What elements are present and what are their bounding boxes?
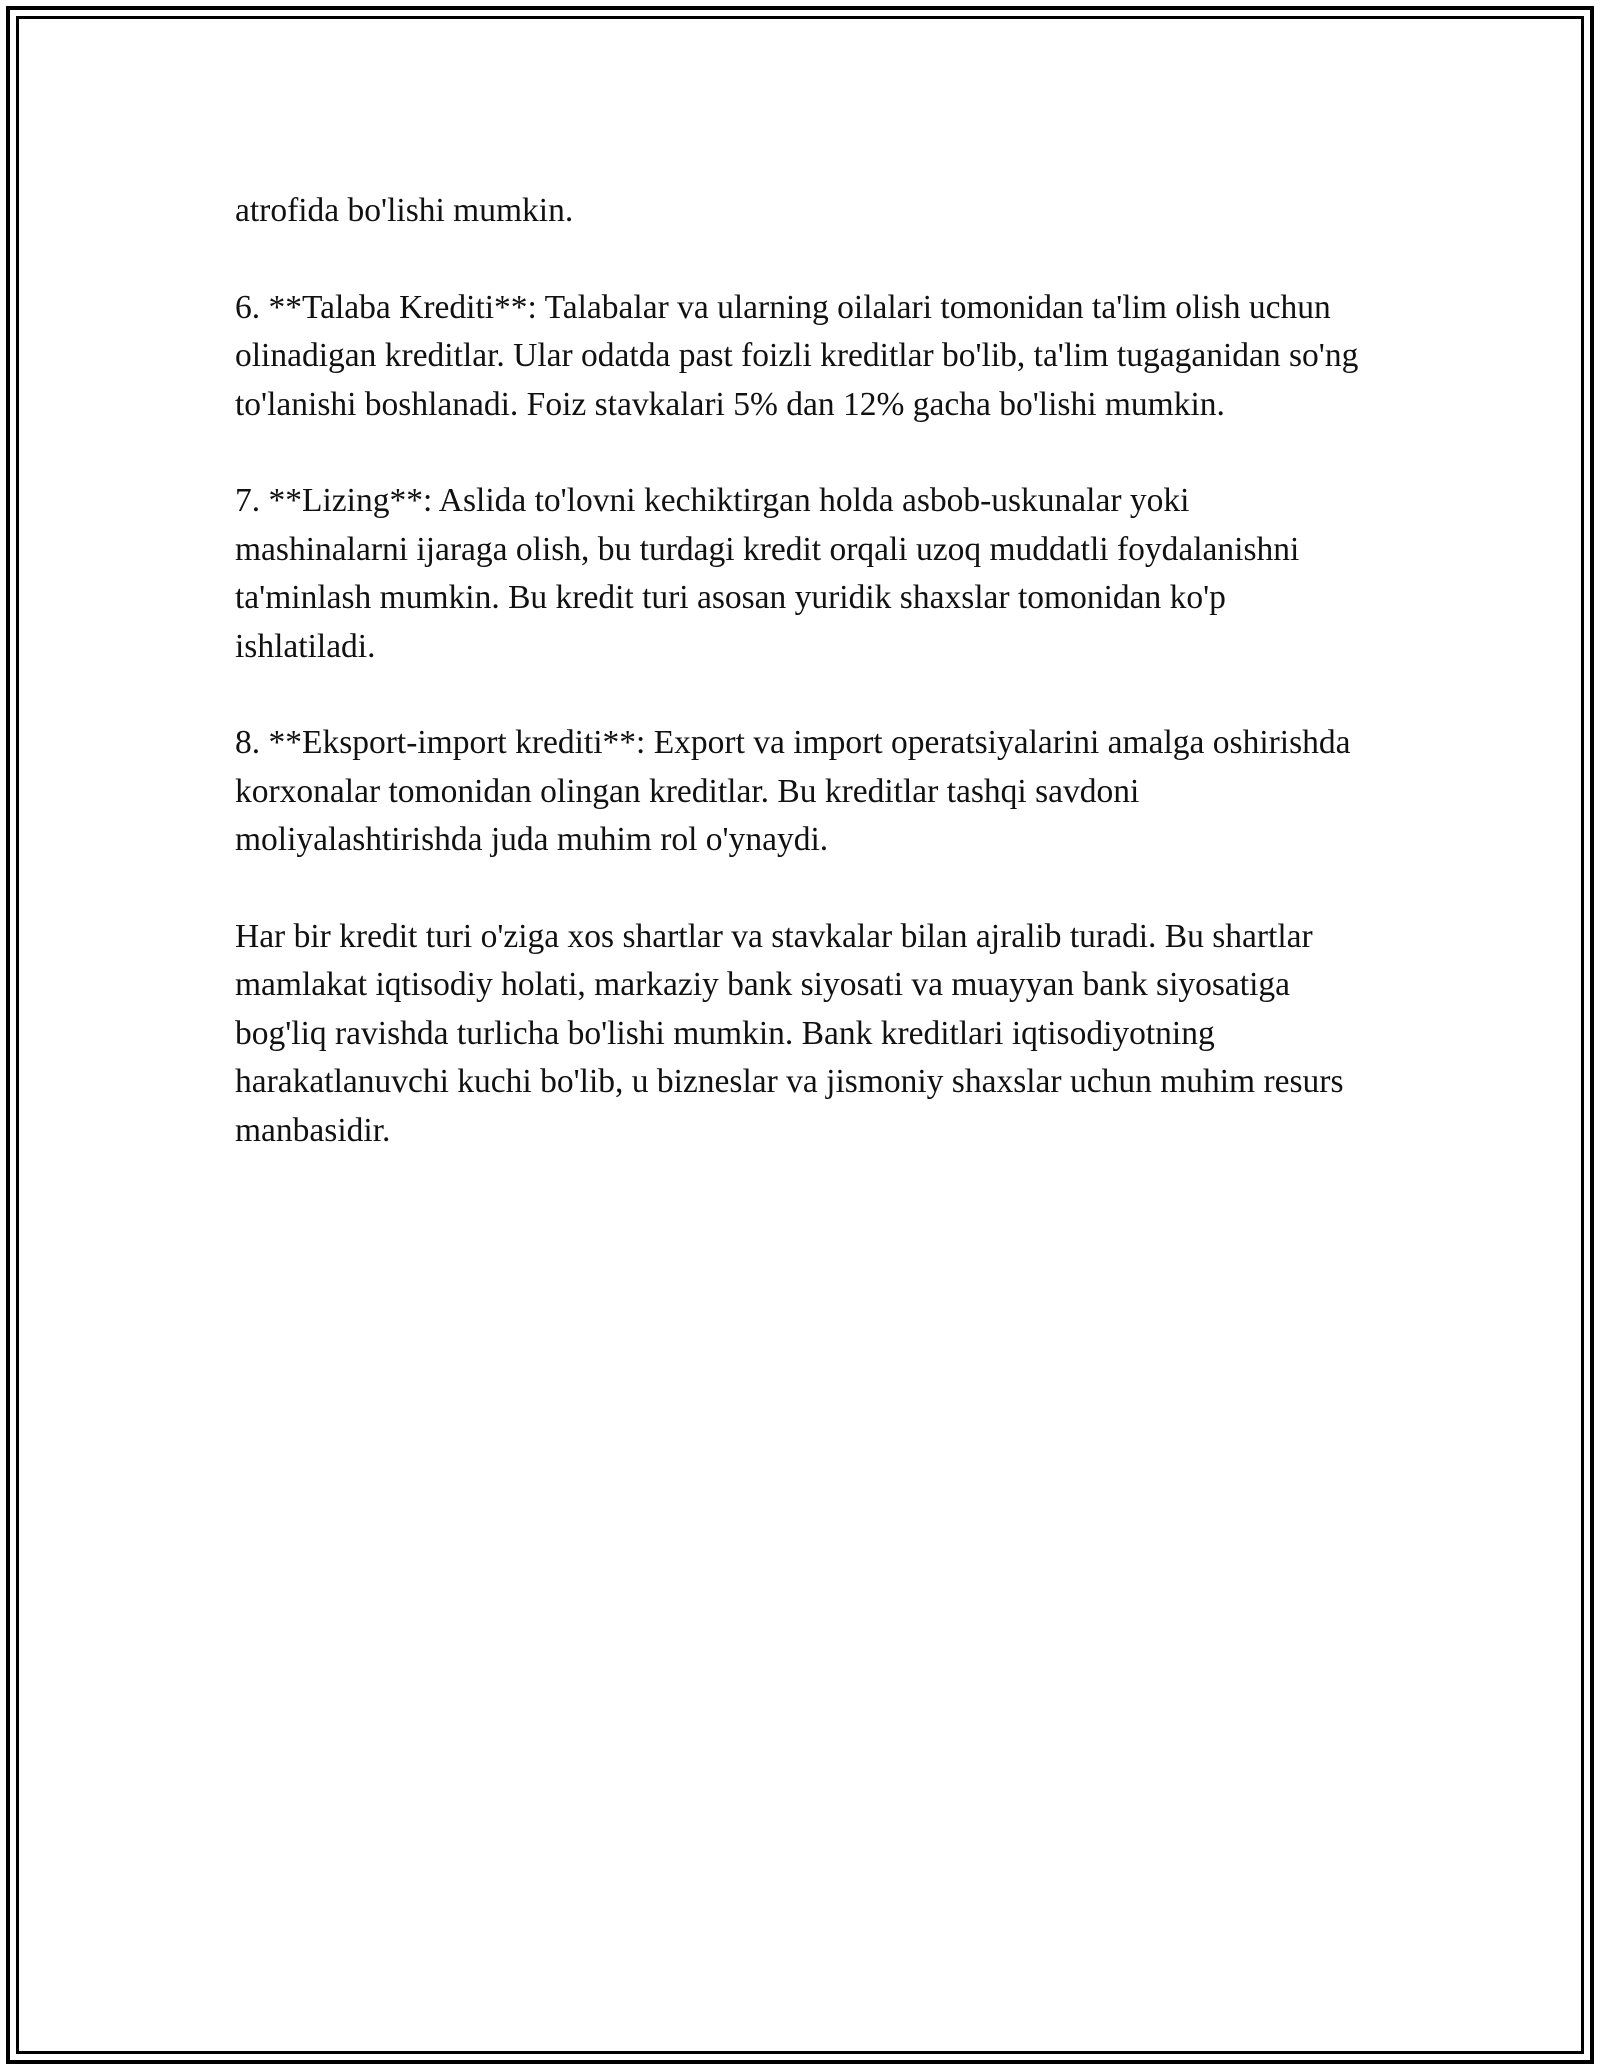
paragraph-eksport-import-krediti: 8. **Eksport-import krediti**: Export va import operatsiyalarini amalga oshirishda korxonalar tomonidan olingan kreditlar. Bu kreditlar tashqi savdoni moliyalashtirishda juda muhim rol o'ynaydi. — [235, 724, 1351, 859]
paragraph-talaba-krediti: 6. **Talaba Krediti**: Talabalar va ularning oilalari tomonidan ta'lim olish uchun olinadigan kreditlar. Ular odatda past foizli kreditlar bo'lib, ta'lim tugaganidan so'ng to'lanishi boshlanadi. Foiz stavkalari 5% dan 12% gacha bo'lishi mumkin. — [235, 288, 1359, 423]
paragraph-conclusion: Har bir kredit turi o'ziga xos shartlar va stavkalar bilan ajralib turadi. Bu shartlar mamlakat iqtisodiy holati, markaziy bank siyosati va muayyan bank siyosatiga bog'liq ravishda turlicha bo'lishi mumkin. Bank kreditlari iqtisodiyotning harakatlanuvchi kuchi bo'lib, u bizneslar va jismoniy shaxslar uchun muhim resurs manbasidir. — [235, 918, 1344, 1149]
paragraph-continuation: atrofida bo'lishi mumkin. — [235, 192, 574, 229]
document-body — [235, 187, 1365, 1203]
paragraph-lizing: 7. **Lizing**: Aslida to'lovni kechiktirgan holda asbob-uskunalar yoki mashinalarni ijaraga olish, bu turdagi kredit orqali uzoq muddatli foydalanishni ta'minlash mumkin. Bu kredit turi asosan yuridik shaxslar tomonidan ko'p ishlatiladi. — [235, 482, 1300, 665]
